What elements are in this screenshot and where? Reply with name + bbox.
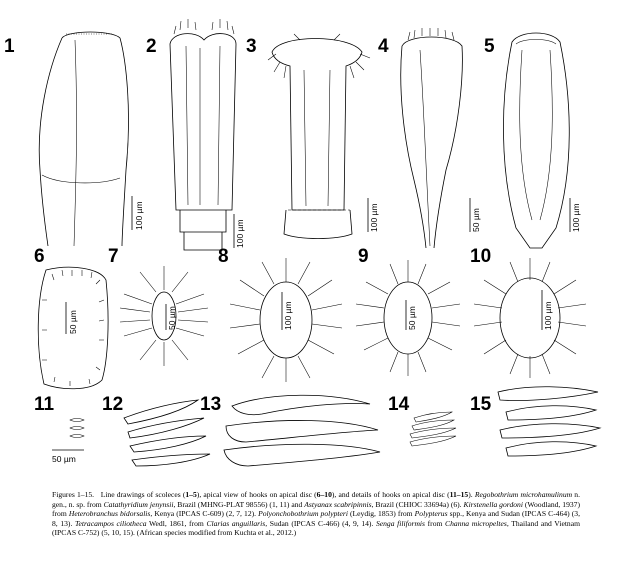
caption-text: ), apical view of hooks on apical disc (	[196, 490, 317, 499]
scale-label-fig3: 100 µm	[369, 203, 379, 232]
hook-detail-15	[498, 387, 600, 456]
caption-ref: 6–10	[316, 490, 332, 499]
figure-number-10: 10	[470, 246, 492, 267]
scale-label-fig11: 50 µm	[52, 454, 76, 464]
hook-detail-12	[124, 400, 210, 466]
hook-disc-10	[474, 258, 586, 378]
caption-species: Astyanax scabripinnis	[304, 499, 372, 509]
scale-label-fig4: 50 µm	[471, 208, 481, 232]
figure-number-12: 12	[102, 394, 124, 415]
scale-bar-fig11	[52, 450, 84, 464]
hook-detail-13	[224, 395, 380, 466]
caption-species: Tetracampos ciliotheca	[74, 518, 147, 528]
scolex-drawing-2	[170, 19, 236, 250]
caption-text: n. gen., n. sp. from	[52, 490, 581, 509]
scale-label-fig6: 50 µm	[68, 310, 78, 334]
scale-label-fig7: 50 µm	[167, 306, 177, 330]
scale-label-fig1: 100 µm	[134, 201, 144, 230]
caption-species: Channa micropeltes	[445, 518, 507, 528]
figure-number-5: 5	[484, 36, 495, 57]
caption-text: , Thailand and Vietnam (IPCAS C-752) (5, 10, 15). (African species modified from Kuchta et al., 2012.)	[52, 518, 580, 538]
caption-species: Catathyridium jenynsii	[103, 499, 174, 509]
caption-text: , Kenya (IPCAS C-609) (2, 7, 12).	[150, 509, 259, 519]
scale-bar-fig7	[166, 304, 177, 330]
figure-number-14: 14	[388, 394, 410, 415]
scale-bar-fig2	[234, 214, 245, 248]
figure-number-6: 6	[34, 246, 45, 267]
hook-detail-11	[70, 419, 84, 438]
caption-text: , Brazil (MHNG-PLAT 98556) (1, 11) and	[173, 499, 305, 509]
caption-species: Regobothrium microhamulinum	[474, 490, 573, 499]
caption-text: ).	[468, 490, 475, 499]
scale-bar-fig10	[542, 290, 553, 330]
figure-number-7: 7	[108, 246, 119, 267]
caption-text: spp., Kenya and Sudan (IPCAS C-464) (3, 8, 13).	[52, 509, 580, 528]
scale-label-fig9: 50 µm	[407, 306, 417, 330]
caption-ref: 11–15	[449, 490, 469, 499]
caption-text: (Leydig, 1853) from	[347, 509, 415, 519]
figure-number-9: 9	[358, 246, 369, 267]
scale-bar-fig9	[406, 300, 417, 330]
scolex-drawing-1	[39, 32, 128, 246]
caption-ref: 1–5	[185, 490, 197, 499]
caption-text: from	[425, 518, 446, 528]
scale-bar-fig3	[368, 198, 379, 232]
caption-species: Clarias anguillaris	[206, 518, 266, 528]
scolex-drawing-5	[503, 33, 569, 248]
scolex-drawing-3	[268, 34, 370, 239]
scale-bar-fig6	[66, 302, 78, 334]
scale-bar-fig4	[470, 198, 481, 232]
caption-text: Line drawings of scoleces (	[100, 490, 186, 499]
hook-disc-7	[120, 266, 208, 366]
scale-bar-fig8	[282, 292, 293, 330]
figure-number-2: 2	[146, 36, 157, 57]
caption-text: (Woodland, 1937) from	[52, 499, 580, 519]
scale-label-fig2: 100 µm	[235, 219, 245, 248]
caption-text: ), and details of hooks on apical disc (	[331, 490, 450, 499]
caption-label: Figures 1–15.	[52, 490, 95, 499]
caption-species: Heterobranchus bidorsalis	[68, 509, 151, 519]
caption-species: Polyonchobothrium polypteri	[258, 509, 348, 519]
caption-text: Wedl, 1861, from	[146, 518, 207, 528]
scale-label-fig10: 100 µm	[543, 301, 553, 330]
hook-detail-14	[410, 412, 456, 446]
caption-species: Senga filiformis	[375, 518, 426, 528]
scolex-drawing-4	[401, 28, 463, 248]
figure-caption	[52, 490, 580, 538]
caption-text: , Sudan (IPCAS C-466) (4, 9, 14).	[265, 518, 376, 528]
figure-number-15: 15	[470, 394, 492, 415]
figure-number-11: 11	[34, 394, 55, 415]
caption-text: , Brazil (CHIOC 33694a) (6).	[371, 499, 464, 509]
caption-species: Kirstenella gordoni	[463, 499, 523, 509]
figure-number-13: 13	[200, 394, 222, 415]
figure-number-3: 3	[246, 36, 257, 57]
scale-bar-fig1	[132, 196, 144, 230]
figure-number-8: 8	[218, 246, 229, 267]
figure-number-4: 4	[378, 36, 389, 57]
figure-number-1: 1	[4, 36, 15, 57]
scale-label-fig8: 100 µm	[283, 301, 293, 330]
scale-label-fig5: 100 µm	[571, 203, 581, 232]
caption-species: Polypterus	[414, 509, 448, 519]
scale-bar-fig5	[570, 198, 581, 232]
